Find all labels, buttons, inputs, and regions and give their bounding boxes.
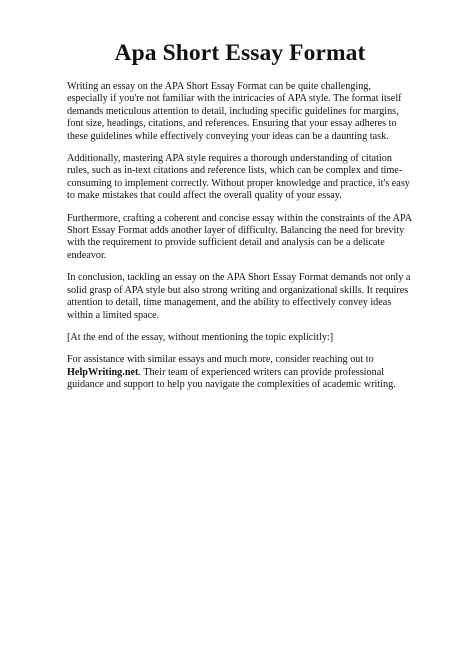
paragraph-coherence: Furthermore, crafting a coherent and concise essay within the constraints of the APA Short Essay Format adds another layer of difficulty. Balancing the need for brevity with the requirement to provide sufficient detail and analysis can be a delicate endeavor. — [67, 212, 412, 261]
document-title: Apa Short Essay Format — [114, 40, 366, 66]
document-body — [67, 40, 413, 402]
closing-text-after: . Their team of experienced writers can provide professional guidance and support to help you navigate the complexities of academic writing. — [67, 366, 396, 391]
paragraph-closing — [67, 354, 413, 391]
paragraph-conclusion: In conclusion, tackling an essay on the APA Short Essay Format demands not only a solid grasp of APA style but also strong writing and organizational skills. It requires attention to detail, time management, and the ability to effectively convey ideas within a limited space. — [67, 272, 411, 321]
brand-name: HelpWriting.net — [67, 366, 139, 378]
paragraph-bracket-note: [At the end of the essay, without mentioning the topic explicitly:] — [67, 331, 334, 343]
paragraph-intro: Writing an essay on the APA Short Essay Format can be quite challenging, especially if you're not familiar with the intricacies of APA style. The format itself demands meticulous attention to detail, including specific guidelines for margins, font size, headings, citations, and references. Ensuring that your essay adheres to these guidelines while effectively conveying your ideas can be a daunting task. — [67, 81, 402, 142]
closing-text-before: For assistance with similar essays and much more, consider reaching out to — [67, 354, 374, 366]
paragraph-citation-rules: Additionally, mastering APA style requires a thorough understanding of citation rules, such as in-text citations and reference lists, which can be complex and time-consuming to implement correctly. Without proper knowledge and practice, it's easy to make mistakes that could affect the overall quality of your essay. — [67, 153, 410, 202]
